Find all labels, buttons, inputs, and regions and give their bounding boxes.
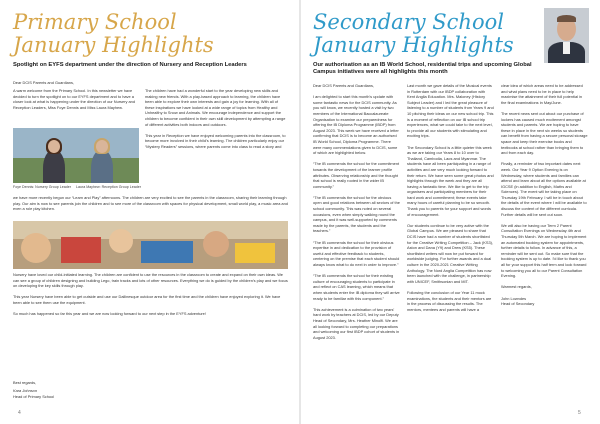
secondary-column-2: Last month we gave details of the Musical events in Rotterdam with our IBDP collaboration with Kent Anglia Education. Mrs. Maloney (History Subject Leader) and I led the great pleasure of listening to a number of students from Years 9 and 10 pitching their ideas on our new school trip. This is a moment of reflection on our IB school trip experiences, what we could take to the next level, to provide all our students with stimulating and exciting trips. The Secondary School is a little quieter this week as we are taking our Years 8 to 10 over to Thailand, Cambodia, Laos and Myanmar. The students have all been participating in a range of activities and are very much looking forward to their return. We have seen some great photos and highlights through the week and they are all having a fantastic time. We like to get to the trip organisers and participating members for their hard work and commitment; these events take many hours of careful planning to be so smooth. Thank you to parents for your support and words of encouragement. Our students continue to be very active with the Global Campus. We are pleased to share that DCIS have had a number of students shortlisted for the Creative Writing Competition – Jack (KS3), Aston and Dana (Y9) and Drew (KS5). These shortlisted writers will now be put forward for worldwide judging. For further awards and a dual culture in the 2020-2021 Creative Writing Anthology. The Nord Anglia Competition has now been launched with the challenge, in partnership with UNICEF, Smithsonian and MIT. Following the conclusion of our Year 11 mock examinations, the students and their mentors are in the process of discussing the results. The mentors, mentees and parents will have a [407,83,494,312]
caption-reception-leader: Laura Mayhew: Reception Group Leader [76,185,141,189]
primary-sign-role: Head of Primary School [13,394,55,399]
secondary-subhead: Our authorisation as an IB World School, residential trips and upcoming Global Campus initiatives were all highlights this month [313,62,532,75]
primary-sign-greeting: Best regards, [13,380,37,385]
eyfs-leaders-photo [13,128,139,183]
page-number-right: 5 [578,410,581,416]
secondary-title-line1: Secondary School [313,10,504,34]
primary-right-column: The children have had a wonderful start to the year developing new skills and making new friends. With a play-based approach to learning, the children have been able to explore their own interests and gain a joy for learning. With all of these inspirations we have looked at a wide range of topics from Healthy and Unhealthy to Snow and Animals. We encourage independence and support the children to become confident in their own skill development by attempting a range of different activities both indoors and outdoors. This year in Reception we have enjoyed welcoming parents into the classroom, to become more involved in their child's learning. The children particularly enjoy our “Mystery Readers” sessions, where parents come into class to read a story and [145,88,286,149]
primary-title [13,11,214,57]
secondary-title-line2: January Highlights [313,33,514,57]
primary-full-paragraph: we have more recently begun our “Learn and Play” afternoons. The children are very excited to see the parents in the classroom, sharing their learning through play. Our aim is now to see parents join the children and to see more of the classroom with spaces for physical development, small world play, a music area and even a role play kitchen. [13,195,288,212]
primary-intro: A warm welcome from the Primary School. In this newsletter we have decided to turn the spotlight on to our EYFS department and to have a closer look at what is happening under the direction of our Nursery and Reception Leaders, Miss Foye Dennis and Miss Laura Mayhew. [13,88,135,110]
children-classroom-photo [13,221,288,269]
primary-title-line2: January Highlights [13,33,214,57]
primary-bottom-paragraphs: Nursery have loved our child-initiated learning. The children are confident to use the resources in the classroom to create and expand on their own ideas. We can see a group of children designing and building Lego, train tracks and lots of other resources. Everything we do is guided by the children's play and we focus on developing the key skills through play. This year Nursery have been able to get outside and use our Dallinesque outdoor area for the first time and the children have enjoyed exploring it. We have been able to see them use the equipment. So much has happened so far this year and we are now looking forward to our next step in the EYFS adventure! [13,272,288,317]
primary-sign-name: Kara Johnson [13,388,38,393]
primary-salutation: Dear DCIS Parents and Guardians, [13,80,74,85]
secondary-column-3: clear idea of which areas need to be addressed and what plans need to be in place to help maximise the attainment of their full potential in the final examinations in May/June. The recent news sent out about our purchase of lockers has caused much excitement amongst students and parents. We are hoping to have these in place in the next six weeks so students can benefit from having a secure personal storage space and keep their exercise books and textbooks at school rather than bringing them to and from each day. Finally, a reminder of two important dates next week. Our Year 9 Option Evening is on Wednesday, where students and families can attend and learn about all the options available at IGCSE (in addition to English, Maths and Sciences). The event will be taking place on Thursday 19th February. I will be in touch about the details of the event where I will be available to discuss the content of the different curricula. Further details will be sent out soon. We will also be having our Term 2 Parent Consultation Evenings on Wednesday 4th and Thursday 5th March. We are hoping to implement an automated booking system for appointments, further details to follow. In advance of this, a reminder will be sent out. So make sure that the booking system is up to date. I'd like to thank you all for your support this half term and look forward to welcoming you all to our Parent Consultation Evening. Warmest regards, John Lowndes Head of Secondary [501,83,588,307]
primary-title-line1: Primary School [13,10,177,34]
caption-nursery-leader: Foye Dennis: Nursery Group Leader [13,185,71,189]
page-number-left: 4 [18,410,21,416]
secondary-title [313,11,514,57]
secondary-column-1: Dear DCIS Parents and Guardians, I am delighted to start this month's update with some fantastic news for the DCIS community. As you will know, we recently hosted a visit by two members of the International Baccalaureate Organisation to examine our preparedness for offering the IB Diploma Programme (IBDP) from August 2023. This week we have received a letter confirming that DCIS is to become an authorised IB World School, Diploma Programme. There were many commendations given to DCIS, some of which are highlighted below. “The IB commends the school for the commitment towards the development of the learner profile attributes. Observing relationship and the thought that school is really rooted in the wider IB community.” “The IB commends the school for the obvious open and good relations between all sectors of the school community. This was noted on several occasions, even when simply walking round the campus, and it was well-supported by comments made by the parents, the students and the teachers.” “The IB commends the school for their obvious expertise in and dedication to the provision of useful and effective feedback to students, centering on the premise that each student should always know what to do next in order to improve.” “The IB commends the school for their existing culture of encouraging students to participate in and reflect on CAS learning, which means that when students enter the IB diploma they will arrive ready to be familiar with this component.” This achievement is a culmination of two years' hard work by teachers at DCIS, led by our Deputy Head of Secondary, Mrs. Heather Minolfi. We are all looking forward to completing our preparations and welcoming our first IBDP cohort of students in August 2023. [313,83,400,340]
head-of-secondary-portrait [544,8,589,63]
secondary-page [300,0,600,424]
primary-subhead: Spotlight on EYFS department under the direction of Nursery and Reception Leaders [13,62,247,68]
